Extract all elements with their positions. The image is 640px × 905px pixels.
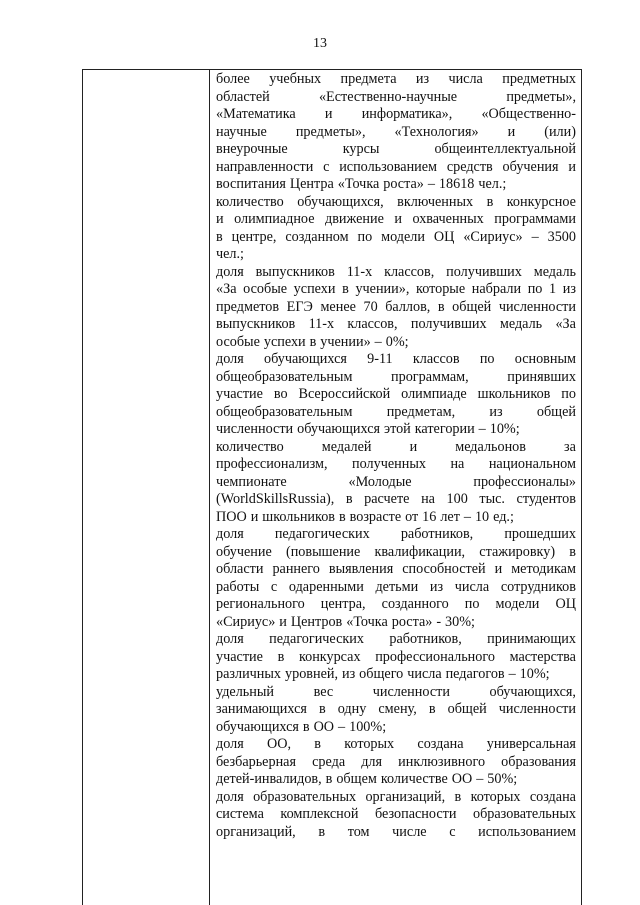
word: успехи (263, 333, 306, 350)
word: работников, (400, 526, 474, 542)
word: числа (448, 71, 483, 87)
word: работы (216, 578, 260, 595)
word: полученных (352, 456, 426, 472)
word: лет (440, 508, 460, 525)
word: классов, (384, 263, 435, 280)
word: использованием (339, 158, 438, 175)
word: «Сириус» (216, 613, 276, 630)
word: и (394, 211, 402, 227)
text-line (216, 334, 576, 352)
word: в (428, 701, 436, 717)
word: предметы», (506, 88, 576, 105)
word: получивших (410, 316, 487, 332)
text-line (216, 526, 576, 544)
word: в (338, 508, 346, 525)
word: методикам (511, 561, 576, 577)
word: числа (407, 666, 442, 682)
word: «Естественно-научные (318, 88, 458, 105)
word: баллов, (385, 298, 431, 315)
word: «Технология» (394, 123, 479, 140)
word: ОО (451, 771, 473, 787)
word: более (216, 71, 250, 87)
word: и (216, 211, 224, 227)
word: в (325, 771, 333, 787)
word: в (486, 193, 494, 210)
word: и (250, 508, 259, 525)
word: менее (320, 298, 356, 315)
word: на (421, 491, 435, 507)
word: в (318, 823, 326, 840)
word: во (273, 386, 288, 402)
word: квалификации, (374, 543, 466, 560)
word: Всероссийской (298, 386, 391, 402)
word: созданного (381, 596, 449, 612)
word: в (342, 281, 349, 297)
word: ед.; (493, 508, 514, 525)
word: по (527, 281, 543, 297)
word: доля (216, 263, 244, 280)
word: работников, (389, 631, 462, 647)
text-line (216, 351, 576, 369)
word: научные (216, 123, 267, 140)
word: программами (494, 211, 576, 227)
word: вес (313, 683, 334, 700)
word: организаций, (365, 788, 446, 805)
word: числе (392, 823, 427, 840)
word: 3500 (547, 228, 576, 245)
text-line (216, 631, 576, 649)
word: – (478, 421, 486, 437)
word: одну (337, 701, 367, 717)
word: из (341, 666, 356, 682)
word: области (216, 561, 264, 577)
word: педагогических (269, 631, 364, 647)
word: одаренными (288, 578, 364, 595)
word: чел.; (216, 246, 245, 262)
text-line (216, 789, 576, 807)
word: из (415, 71, 430, 87)
word: в (216, 228, 223, 245)
word: категории (414, 421, 475, 437)
word: профессионалы» (473, 473, 576, 490)
word: студентов (516, 491, 576, 507)
word: от (405, 508, 419, 525)
word: ЕГЭ (286, 298, 313, 315)
word: и (494, 561, 503, 577)
word: «За (216, 281, 237, 297)
page-number: 13 (313, 36, 327, 51)
word: обучающихся (216, 718, 299, 735)
word: направленности (216, 158, 314, 175)
word: общей (447, 701, 487, 717)
word: стажировку) (479, 543, 556, 560)
text-line (216, 264, 576, 282)
word: количество (216, 438, 284, 455)
word: «Сириус» (463, 228, 523, 245)
word: «За (555, 316, 576, 332)
word: использованием (478, 823, 576, 840)
word: детьми (375, 578, 419, 595)
word: медальонов (455, 438, 526, 455)
word: – (374, 333, 382, 350)
word: общеинтеллектуальной (434, 141, 576, 157)
word: курсы (342, 141, 380, 157)
word: 11-х (346, 263, 373, 280)
word: предметных (502, 71, 576, 87)
word: ОО (313, 718, 335, 735)
word: общеобразовательным (216, 368, 353, 385)
word: сотрудников (500, 578, 576, 595)
text-line (216, 456, 576, 474)
word: в (309, 333, 317, 350)
word: инклюзивного (398, 753, 486, 770)
word: и (568, 158, 576, 175)
word: получивших (446, 263, 522, 280)
text-line (216, 141, 576, 159)
word: доля (216, 351, 244, 367)
word: организаций, (216, 823, 296, 840)
text-line (216, 701, 576, 719)
word: ПОО (216, 508, 247, 525)
word: и (324, 106, 333, 122)
word: – (338, 718, 346, 735)
word: общего (359, 666, 404, 682)
word: в (277, 648, 285, 665)
text-line (216, 71, 576, 89)
word: информатика», (361, 106, 453, 122)
word: система (216, 806, 264, 822)
text-line (216, 404, 576, 422)
word: классов (412, 351, 460, 367)
word: национальном (488, 456, 576, 472)
word: создана (417, 736, 464, 752)
word: занимающихся (216, 701, 307, 717)
word: Центров (290, 613, 343, 630)
word: – (508, 666, 516, 682)
word: которые (416, 281, 466, 297)
text-line (216, 176, 576, 194)
word: безбарьерная (216, 753, 296, 770)
word: из (429, 578, 444, 595)
word: чел.; (478, 176, 507, 192)
word: общей (452, 298, 492, 315)
word: центра, (320, 596, 366, 612)
word: – (427, 176, 435, 192)
word: чемпионате (216, 473, 287, 490)
word: из (489, 403, 503, 420)
word: «Общественно- (481, 106, 576, 122)
word: ОЦ (433, 228, 455, 245)
word: средств (446, 158, 493, 175)
word: 0%; (385, 333, 409, 350)
word: среда (312, 753, 346, 770)
word: учении» (320, 333, 371, 350)
text-line (216, 439, 576, 457)
word: «Точка (337, 176, 380, 192)
word: которых (344, 736, 395, 752)
word: набрали (471, 281, 522, 297)
word: прошедших (504, 526, 576, 542)
word: предметов (216, 298, 280, 315)
word: численности (498, 701, 576, 717)
word: участие (216, 386, 263, 402)
word: численности (498, 298, 576, 315)
word: успехи (293, 281, 336, 297)
word: комплексной (280, 806, 359, 822)
word: Центра (289, 176, 334, 192)
word: предмета (340, 71, 397, 87)
word: «Точка (346, 613, 388, 630)
word: - (436, 613, 442, 630)
word: – (476, 771, 484, 787)
text-line (216, 719, 576, 737)
text-line (216, 736, 576, 754)
word: в (437, 298, 445, 315)
word: 10 (474, 508, 490, 525)
word: принявших (507, 368, 576, 385)
word: (WorldSkillsRussia), (216, 491, 335, 507)
word: и (279, 613, 287, 630)
word: движение (324, 211, 384, 227)
word: образовательных (472, 806, 576, 822)
word: модели (495, 596, 540, 612)
word: безопасности (375, 806, 457, 822)
word: числа (454, 578, 490, 595)
table-left-column (83, 70, 210, 905)
word: классов, (347, 316, 398, 332)
word: численности (372, 683, 450, 700)
word: обучения (502, 158, 559, 175)
text-line (216, 229, 576, 247)
word: по (464, 596, 480, 612)
text-line (216, 474, 576, 492)
word: различных (216, 666, 282, 682)
word: из (562, 281, 576, 297)
word: учении», (355, 281, 410, 297)
word: роста» (383, 176, 424, 192)
word: принимающих (487, 631, 576, 647)
word: роста» (391, 613, 433, 630)
word: 100%; (349, 718, 387, 735)
word: общем (336, 771, 377, 787)
word: доля (216, 736, 244, 752)
word: по (479, 351, 495, 367)
word: том (347, 823, 370, 840)
text-line (216, 579, 576, 597)
word: олимпиаде (401, 386, 467, 402)
word: количестве (380, 771, 448, 787)
word: в (569, 543, 576, 560)
word: возрасте (349, 508, 402, 525)
word: 30%; (445, 613, 475, 630)
word: детей-инвалидов, (216, 771, 322, 787)
word: ОЦ (555, 596, 576, 612)
text-line (216, 421, 576, 439)
word: в (302, 718, 310, 735)
word: участие (216, 648, 263, 665)
word: общей (536, 403, 576, 420)
text-line (216, 299, 576, 317)
word: созданном (285, 228, 349, 245)
word: 11-х (308, 316, 335, 332)
text-line (216, 544, 576, 562)
word: регионального (216, 596, 305, 612)
word: конкурсное (506, 193, 576, 210)
word: расчете (364, 491, 410, 507)
word: по (357, 228, 373, 245)
word: предметам, (386, 403, 456, 420)
text-line (216, 771, 576, 789)
word: 18618 (438, 176, 475, 192)
word: выпускников (216, 316, 296, 332)
word: с (449, 823, 456, 840)
word: в (318, 701, 326, 717)
word: – (531, 228, 539, 245)
word: центре, (231, 228, 277, 245)
text-line (216, 666, 576, 684)
word: в (345, 491, 353, 507)
word: охваченных (412, 211, 484, 227)
word: в (314, 736, 321, 752)
word: для (361, 753, 383, 770)
word: «Математика (216, 106, 296, 122)
word: 10%; (489, 421, 520, 437)
word: ОО, (266, 736, 292, 752)
word: по (561, 386, 576, 402)
word: мастерства (509, 648, 576, 665)
word: выпускников (255, 263, 335, 280)
word: удельный (216, 683, 274, 700)
text-line (216, 509, 576, 527)
word: медалей (321, 438, 372, 455)
text-line (216, 194, 576, 212)
word: медаль (499, 316, 543, 332)
word: обучающихся (297, 421, 381, 437)
word: на (450, 456, 465, 472)
word: и (409, 438, 418, 455)
word: (повышение (285, 543, 361, 560)
word: и (507, 123, 516, 140)
word: с (270, 578, 278, 595)
word: в (454, 788, 462, 805)
word: внеурочные (216, 141, 288, 157)
text-line (216, 649, 576, 667)
word: выявления (328, 561, 394, 577)
word: 1 (549, 281, 557, 297)
text-line (216, 246, 576, 264)
text-line (216, 824, 576, 842)
text-line (216, 369, 576, 387)
word: учебных (269, 71, 322, 87)
word: за (564, 438, 576, 455)
text-line (216, 159, 576, 177)
text-line (216, 491, 576, 509)
word: 9-11 (367, 351, 393, 367)
word: школьников (262, 508, 335, 525)
word: общеобразовательным (216, 403, 353, 420)
word: основным (514, 351, 576, 367)
word: предметы», (295, 123, 366, 140)
word: уровней, (285, 666, 339, 682)
word: областей (216, 88, 270, 105)
word: (или) (544, 123, 576, 140)
text-line (216, 806, 576, 824)
word: обучение (216, 543, 272, 560)
word: олимпиадное (234, 211, 315, 227)
word: воспитания (216, 176, 286, 192)
text-line (216, 211, 576, 229)
word: – (463, 508, 471, 525)
word: этой (383, 421, 411, 437)
word: педагогов (445, 666, 505, 682)
word: образовательных (253, 788, 357, 805)
word: обучающихся, (489, 683, 576, 700)
word: 16 (422, 508, 437, 525)
word: медаль (533, 263, 576, 280)
word: профессионального (375, 648, 495, 665)
word: образования (501, 753, 576, 770)
word: обучающихся, (297, 193, 384, 210)
word: способностей (402, 561, 486, 577)
word: количество (216, 193, 284, 210)
word: с (323, 158, 330, 175)
word: конкурсах (298, 648, 361, 665)
text-line (216, 386, 576, 404)
word: включенных (397, 193, 474, 210)
word: универсальная (486, 736, 576, 752)
word: создана (529, 788, 576, 805)
word: смену, (378, 701, 417, 717)
text-line (216, 684, 576, 702)
text-line (216, 89, 576, 107)
document-table (82, 69, 582, 905)
word: 70 (363, 298, 378, 315)
word: особые (216, 333, 260, 350)
word: доля (216, 788, 244, 805)
word: профессионализм, (216, 456, 328, 472)
word: особые (243, 281, 288, 297)
word: «Молодые (348, 473, 412, 490)
text-line (216, 614, 576, 632)
word: школьников (477, 386, 551, 402)
word: раннего (272, 561, 320, 577)
text-line (216, 561, 576, 579)
text-line (216, 281, 576, 299)
text-line (216, 316, 576, 334)
text-line (216, 106, 576, 124)
table-right-column (210, 70, 581, 905)
word: 10%; (519, 666, 550, 682)
word: модели (381, 228, 425, 245)
word: доля (216, 526, 244, 542)
word: доля (216, 631, 244, 647)
word: программам, (391, 368, 469, 385)
text-line (216, 754, 576, 772)
word: тыс. (479, 491, 505, 507)
word: 50%; (487, 771, 518, 787)
word: численности (216, 421, 294, 437)
word: обучающихся (263, 351, 347, 367)
word: 100 (446, 491, 468, 507)
word: педагогических (274, 526, 370, 542)
word: которых (470, 788, 521, 805)
text-line (216, 596, 576, 614)
text-line (216, 124, 576, 142)
